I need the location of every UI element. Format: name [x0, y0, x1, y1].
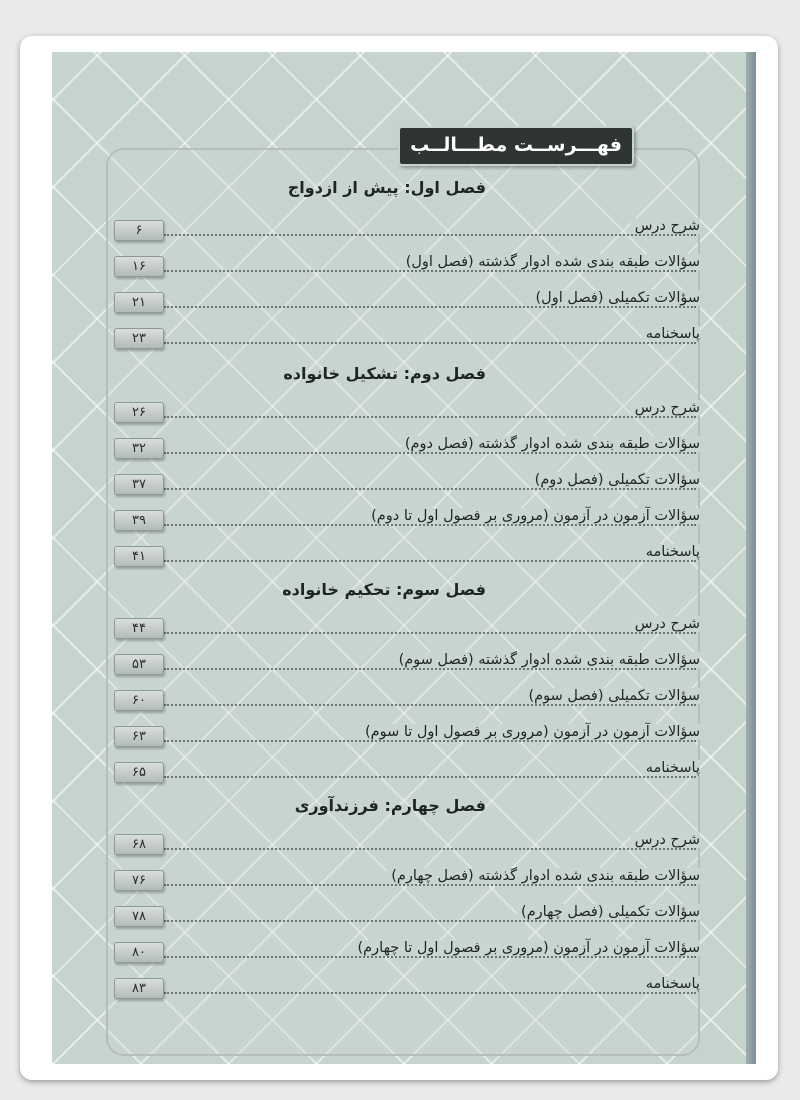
entry-label: سؤالات طبقه بندی شده ادوار گذشته (فصل چهارم) [387, 868, 700, 884]
entry-label: پاسخنامه [642, 326, 700, 342]
toc-entry[interactable] [114, 472, 700, 498]
toc-entry[interactable] [114, 832, 700, 858]
entry-label: سؤالات تکمیلی (فصل سوم) [524, 688, 700, 704]
dot-leader [164, 920, 696, 922]
page-number-badge: ۳۹ [114, 510, 164, 531]
page-number-badge: ۷۸ [114, 906, 164, 927]
entry-label: شرح درس [631, 400, 700, 416]
dot-leader [164, 234, 696, 236]
entry-label: شرح درس [631, 616, 700, 632]
chapter-4-title: فصل چهارم: فرزندآوری [294, 796, 486, 815]
book-page [52, 52, 756, 1064]
dot-leader [164, 956, 696, 958]
page-number-badge: ۸۰ [114, 942, 164, 963]
entry-label: سؤالات تکمیلی (فصل چهارم) [517, 904, 700, 920]
dot-leader [164, 416, 696, 418]
dot-leader [164, 776, 696, 778]
toc-entry[interactable] [114, 724, 700, 750]
page-number-badge: ۶۵ [114, 762, 164, 783]
dot-leader [164, 632, 696, 634]
entry-label: شرح درس [631, 218, 700, 234]
entry-label: سؤالات تکمیلی (فصل دوم) [531, 472, 700, 488]
dot-leader [164, 740, 696, 742]
page-number-badge: ۲۱ [114, 292, 164, 313]
toc-entry[interactable] [114, 254, 700, 280]
page-number-badge: ۶۳ [114, 726, 164, 747]
dot-leader [164, 884, 696, 886]
page-number-badge: ۲۳ [114, 328, 164, 349]
page-number-badge: ۵۳ [114, 654, 164, 675]
toc-entry[interactable] [114, 976, 700, 1002]
entry-label: سؤالات آزمون در آزمون (مروری بر فصول اول تا چهارم) [354, 940, 700, 956]
page-number-badge: ۷۶ [114, 870, 164, 891]
entry-label: شرح درس [631, 832, 700, 848]
toc-title: فهـــرســت مطـــالــب [410, 134, 622, 156]
chapter-1-title: فصل اول: پیش از ازدواج [287, 178, 486, 197]
entry-label: سؤالات طبقه بندی شده ادوار گذشته (فصل اول) [402, 254, 700, 270]
dot-leader [164, 306, 696, 308]
toc-entry[interactable] [114, 904, 700, 930]
dot-leader [164, 848, 696, 850]
page-number-badge: ۴۴ [114, 618, 164, 639]
toc-entry[interactable] [114, 868, 700, 894]
dot-leader [164, 524, 696, 526]
dot-leader [164, 704, 696, 706]
chapter-2-title: فصل دوم: تشکیل خانواده [283, 364, 486, 383]
entry-label: سؤالات آزمون در آزمون (مروری بر فصول اول تا سوم) [361, 724, 700, 740]
page-number-badge: ۳۲ [114, 438, 164, 459]
entry-label: پاسخنامه [642, 760, 700, 776]
entry-label: پاسخنامه [642, 976, 700, 992]
toc-entry[interactable] [114, 688, 700, 714]
page-number-badge: ۶ [114, 220, 164, 241]
toc-entry[interactable] [114, 436, 700, 462]
toc-entry[interactable] [114, 326, 700, 352]
page-number-badge: ۶۰ [114, 690, 164, 711]
toc-entry[interactable] [114, 760, 700, 786]
toc-entry[interactable] [114, 508, 700, 534]
dot-leader [164, 668, 696, 670]
page-number-badge: ۸۳ [114, 978, 164, 999]
toc-entry[interactable] [114, 400, 700, 426]
dot-leader [164, 452, 696, 454]
toc-entry[interactable] [114, 544, 700, 570]
toc-entry[interactable] [114, 652, 700, 678]
dot-leader [164, 270, 696, 272]
toc-entry[interactable] [114, 290, 700, 316]
entry-label: پاسخنامه [642, 544, 700, 560]
toc-entry[interactable] [114, 218, 700, 244]
page-number-badge: ۲۶ [114, 402, 164, 423]
entry-label: سؤالات طبقه بندی شده ادوار گذشته (فصل دوم) [401, 436, 700, 452]
toc-title-tab [398, 126, 634, 166]
entry-label: سؤالات تکمیلی (فصل اول) [532, 290, 700, 306]
page-number-badge: ۳۷ [114, 474, 164, 495]
page-number-badge: ۱۶ [114, 256, 164, 277]
dot-leader [164, 992, 696, 994]
page-number-badge: ۶۸ [114, 834, 164, 855]
dot-leader [164, 488, 696, 490]
toc-entry[interactable] [114, 616, 700, 642]
page-number-badge: ۴۱ [114, 546, 164, 567]
page-edge [746, 52, 756, 1064]
entry-label: سؤالات آزمون در آزمون (مروری بر فصول اول تا دوم) [367, 508, 700, 524]
entry-label: سؤالات طبقه بندی شده ادوار گذشته (فصل سوم) [395, 652, 700, 668]
dot-leader [164, 342, 696, 344]
chapter-3-title: فصل سوم: تحکیم خانواده [282, 580, 486, 599]
toc-entry[interactable] [114, 940, 700, 966]
dot-leader [164, 560, 696, 562]
